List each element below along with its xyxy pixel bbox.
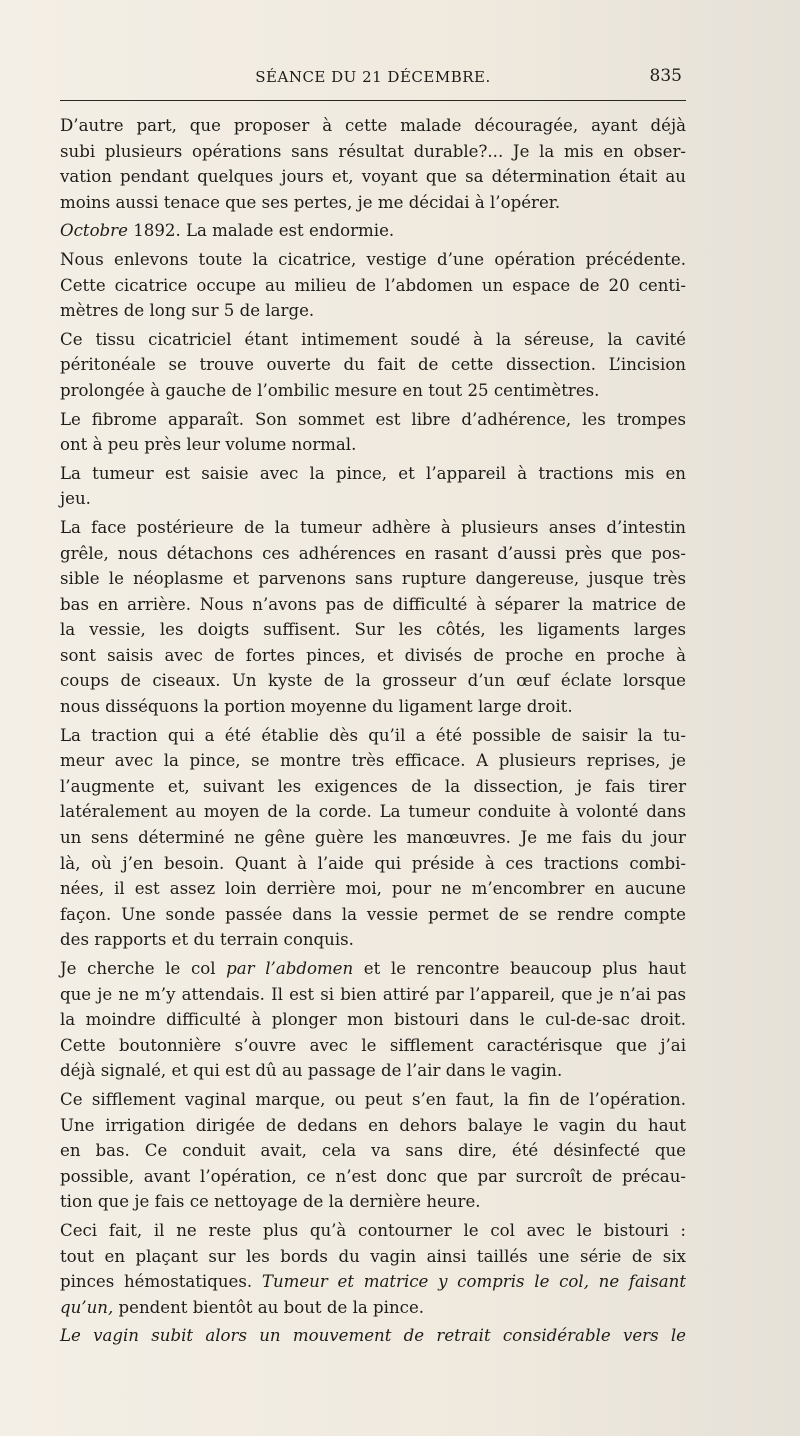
- text-segment: et le rencontre beaucoup plus haut: [353, 959, 686, 978]
- text-line: Ce tissu cicatriciel étant intimement soudé à la séreuse, la cavité: [60, 329, 686, 349]
- text-line: tout en plaçant sur les bords du vagin ainsi taillés une série de six: [60, 1246, 686, 1266]
- running-header: [60, 60, 686, 100]
- text-line: moins aussi tenace que ses pertes, je me décidai à l’opérer.: [60, 192, 561, 212]
- text-line: la moindre difficulté à plonger mon bistouri dans le cul-de-sac droit.: [60, 1010, 686, 1030]
- text-segment-italic: Tumeur et matrice y compris le col, ne faisant: [261, 1272, 687, 1292]
- body-text: [60, 113, 686, 1349]
- text-line: La face postérieure de la tumeur adhère à plusieurs anses d’intestin: [60, 517, 686, 537]
- text-line: là, où j’en besoin. Quant à l’aide qui préside à ces tractions combi-: [60, 853, 686, 873]
- text-line: [60, 218, 686, 244]
- paragraph-9: [60, 956, 686, 1084]
- paragraph-2: [60, 218, 686, 244]
- text-line: l’augmente et, suivant les exigences de la dissection, je fais tirer: [60, 776, 686, 796]
- text-line: grêle, nous détachons ces adhérences en rasant d’aussi près que pos-: [60, 543, 686, 563]
- text-segment-italic: qu’un,: [60, 1297, 114, 1317]
- header-rule: [60, 100, 686, 101]
- text-segment: Je cherche le col: [60, 959, 227, 978]
- text-line: jeu.: [60, 489, 91, 509]
- paragraph-5: [60, 407, 686, 458]
- text-segment-italic: par l’abdomen: [226, 959, 354, 978]
- text-line: La traction qui a été établie dès qu’il a été possible de saisir la tu-: [60, 725, 686, 745]
- paragraph-12: [60, 1323, 686, 1349]
- date-italic: Octobre: [60, 221, 128, 241]
- text-line: [60, 1295, 686, 1321]
- text-line: la vessie, les doigts suffisent. Sur les côtés, les ligaments larges: [60, 620, 686, 640]
- text-line: vation pendant quelques jours et, voyant que sa détermination était au: [60, 167, 686, 187]
- text-line: Une irrigation dirigée de dedans en dehors balaye le vagin du haut: [60, 1115, 686, 1135]
- date-rest: 1892. La malade est endormie.: [127, 221, 395, 241]
- text-line: D’autre part, que proposer à cette malade découragée, ayant déjà: [60, 116, 686, 135]
- text-line: coups de ciseaux. Un kyste de la grosseur d’un œuf éclate lorsque: [60, 671, 686, 691]
- text-segment-italic: Le vagin subit alors un mouvement de retrait considérable vers le: [60, 1326, 686, 1346]
- text-line: Cette boutonnière s’ouvre avec le sifflement caractérisque que j’ai: [60, 1035, 686, 1055]
- text-line: Ce sifflement vaginal marque, ou peut s’en faut, la fin de l’opération.: [60, 1089, 686, 1109]
- text-line: que je ne m’y attendais. Il est si bien attiré par l’appareil, que je n’ai pas: [60, 984, 686, 1004]
- text-line: ont à peu près leur volume normal.: [60, 435, 357, 455]
- text-line: prolongée à gauche de l’ombilic mesure en tout 25 centimètres.: [60, 380, 600, 400]
- text-line: Le fibrome apparaît. Son sommet est libre d’adhérence, les trompes: [60, 409, 686, 429]
- text-line: latéralement au moyen de la corde. La tumeur conduite à volonté dans: [60, 802, 686, 822]
- book-page: [60, 60, 686, 1349]
- paragraph-1: [60, 113, 686, 215]
- text-line: meur avec la pince, se montre très efficace. A plusieurs reprises, je: [60, 751, 686, 771]
- text-line: en bas. Ce conduit avait, cela va sans dire, été désinfecté que: [60, 1141, 686, 1161]
- text-line: mètres de long sur 5 de large.: [60, 301, 315, 321]
- header-title: SÉANCE DU 21 DÉCEMBRE.: [255, 68, 491, 86]
- text-line: bas en arrière. Nous n’avons pas de difficulté à séparer la matrice de: [60, 594, 686, 614]
- text-line: La tumeur est saisie avec la pince, et l’appareil à tractions mis en: [60, 463, 686, 483]
- page-number: 835: [649, 66, 682, 86]
- paragraph-7: [60, 515, 686, 720]
- text-line: nées, il est assez loin derrière moi, pour ne m’encombrer en aucune: [60, 879, 686, 899]
- text-line: possible, avant l’opération, ce n’est donc que par surcroît de précau-: [60, 1166, 686, 1186]
- paragraph-4: [60, 327, 686, 404]
- text-line: [60, 1269, 686, 1295]
- paragraph-8: [60, 723, 686, 953]
- text-line: sont saisis avec de fortes pinces, et divisés de proche en proche à: [60, 645, 686, 665]
- text-line: Ceci fait, il ne reste plus qu’à contourner le col avec le bistouri :: [60, 1220, 686, 1240]
- text-line: [60, 956, 686, 982]
- text-line: subi plusieurs opérations sans résultat durable?... Je la mis en obser-: [60, 141, 686, 161]
- text-segment: pinces hémostatiques.: [60, 1272, 262, 1292]
- text-line: [60, 1323, 686, 1349]
- text-line: déjà signalé, et qui est dû au passage de l’air dans le vagin.: [60, 1061, 563, 1081]
- paragraph-11: [60, 1218, 686, 1320]
- paragraph-10: [60, 1087, 686, 1215]
- text-line: Nous enlevons toute la cicatrice, vestige d’une opération précédente.: [60, 249, 686, 269]
- text-line: sible le néoplasme et parvenons sans rupture dangereuse, jusque très: [60, 569, 686, 589]
- text-line: des rapports et du terrain conquis.: [60, 930, 354, 950]
- text-line: un sens déterminé ne gêne guère les manœuvres. Je me fais du jour: [60, 828, 686, 848]
- text-line: péritonéale se trouve ouverte du fait de cette dissection. L’incision: [60, 355, 686, 375]
- paragraph-3: [60, 247, 686, 324]
- text-line: nous disséquons la portion moyenne du ligament large droit.: [60, 697, 573, 717]
- text-line: Cette cicatrice occupe au milieu de l’abdomen un espace de 20 centi-: [60, 275, 686, 295]
- text-line: tion que je fais ce nettoyage de la dernière heure.: [60, 1192, 481, 1212]
- paragraph-6: [60, 461, 686, 512]
- text-segment: pendent bientôt au bout de la pince.: [113, 1297, 425, 1317]
- text-line: façon. Une sonde passée dans la vessie permet de se rendre compte: [60, 904, 686, 924]
